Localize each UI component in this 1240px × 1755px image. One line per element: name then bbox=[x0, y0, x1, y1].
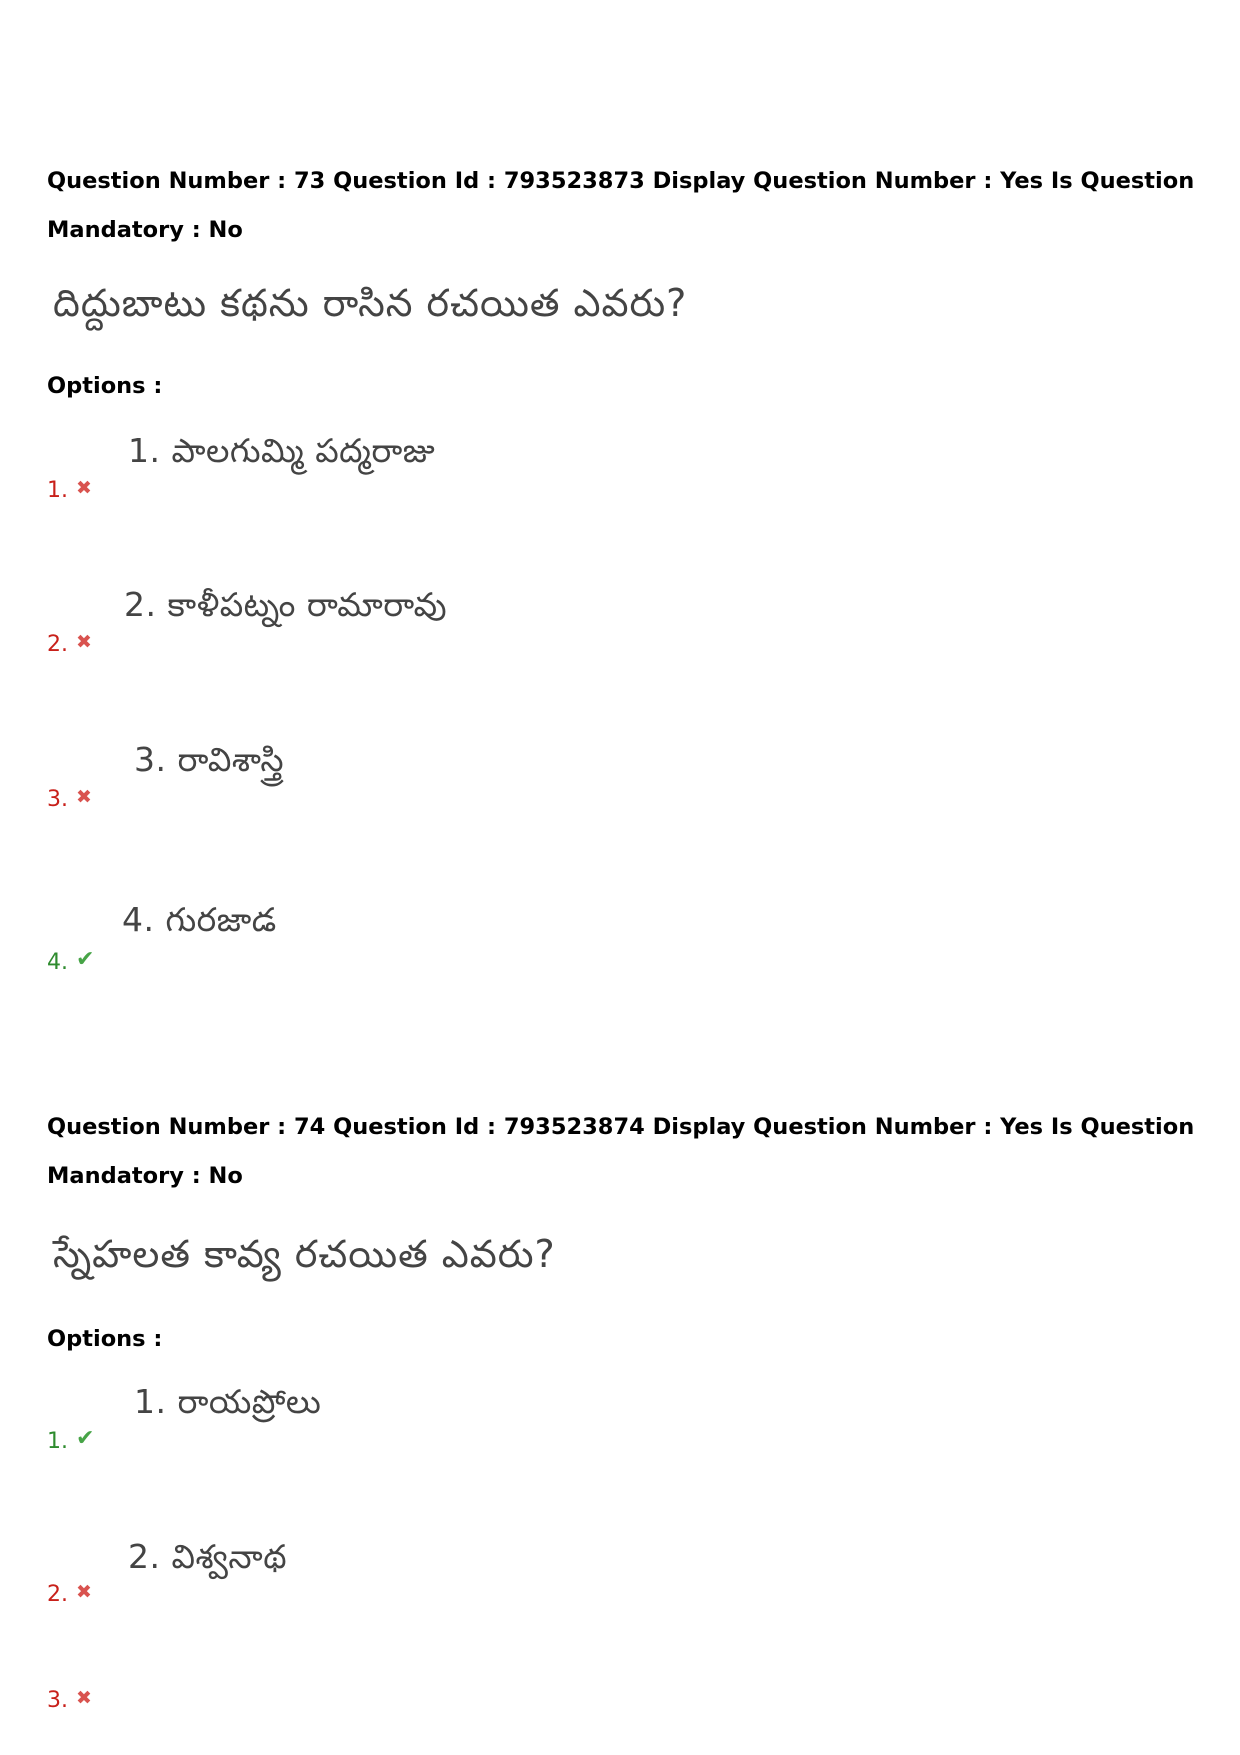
cross-icon: ✖ bbox=[76, 631, 92, 653]
option-number: 4. bbox=[47, 950, 68, 975]
option-marker bbox=[47, 785, 92, 815]
option-text: 2. విశ్వనాథ bbox=[128, 1537, 287, 1576]
cross-icon: ✖ bbox=[76, 786, 92, 808]
option-marker bbox=[47, 1427, 94, 1457]
question-header-line: Mandatory : No bbox=[47, 217, 243, 243]
question-header bbox=[47, 1103, 1207, 1201]
option-number: 1. bbox=[47, 478, 68, 503]
question-header-line: Question Number : 73 Question Id : 793523873 Display Question Number : Yes Is Question bbox=[47, 168, 1195, 194]
option-number: 2. bbox=[47, 1582, 68, 1607]
option-text: 4. గురజాడ bbox=[122, 900, 277, 939]
cross-icon: ✖ bbox=[76, 1581, 92, 1603]
options-label: Options : bbox=[47, 1326, 163, 1352]
option-marker bbox=[47, 1580, 92, 1610]
question-text: స్నేహలత కావ్య రచయిత ఎవరు? bbox=[53, 1232, 556, 1276]
question-header-line: Question Number : 74 Question Id : 793523874 Display Question Number : Yes Is Question bbox=[47, 1114, 1195, 1140]
question-header-line: Mandatory : No bbox=[47, 1163, 243, 1189]
option-number: 3. bbox=[47, 1688, 68, 1713]
check-icon: ✔ bbox=[76, 947, 95, 972]
check-icon: ✔ bbox=[76, 1426, 95, 1451]
options-label: Options : bbox=[47, 373, 163, 399]
option-text: 1. రాయప్రోలు bbox=[134, 1382, 322, 1421]
cross-icon: ✖ bbox=[76, 477, 92, 499]
cross-icon: ✖ bbox=[76, 1687, 92, 1709]
option-text: 2. కాళీపట్నం రామారావు bbox=[124, 585, 448, 624]
option-marker bbox=[47, 630, 92, 660]
question-header bbox=[47, 157, 1207, 255]
option-number: 2. bbox=[47, 632, 68, 657]
option-text: 1. పాలగుమ్మి పద్మరాజు bbox=[128, 431, 436, 470]
option-text: 3. రావిశాస్త్రి bbox=[134, 740, 285, 779]
option-marker bbox=[47, 476, 92, 506]
option-number: 3. bbox=[47, 787, 68, 812]
option-marker bbox=[47, 1686, 92, 1716]
option-number: 1. bbox=[47, 1429, 68, 1454]
question-text: దిద్దుబాటు కథను రాసిన రచయిత ఎవరు? bbox=[53, 281, 688, 325]
option-marker bbox=[47, 948, 94, 978]
